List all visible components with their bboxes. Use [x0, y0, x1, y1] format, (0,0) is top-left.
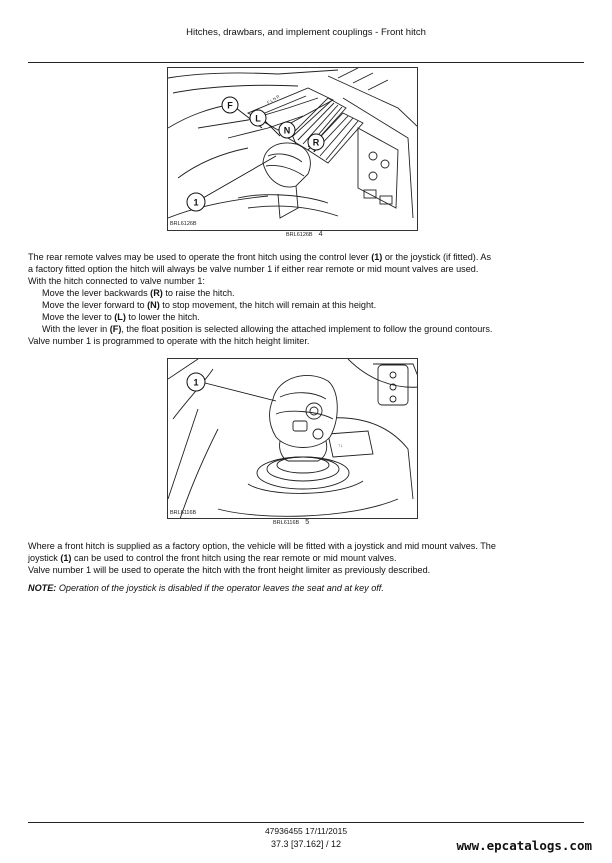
paragraph-rear-remote	[28, 251, 588, 347]
note	[28, 582, 588, 594]
paragraph-front-hitch	[28, 540, 588, 576]
figure-control-lever	[167, 67, 418, 231]
footer-doc-number: 47936455 17/11/2015	[264, 826, 348, 836]
joystick-illustration	[168, 359, 418, 519]
paragraph-line: The rear remote valves may be used to operate the front hitch using the control lever (1) or the joystick (if fitted). As	[28, 252, 491, 262]
footer-page-number: 37.3 [37.162] / 12	[270, 839, 342, 849]
svg-text:F L N R: F L N R	[266, 93, 281, 105]
callout-l: L	[255, 113, 261, 124]
instruction-raise: Move the lever backwards (R) to raise the hitch.	[42, 288, 235, 298]
callout-r: R	[312, 137, 320, 148]
figure-number: 5	[305, 519, 310, 526]
paragraph-line: Valve number 1 will be used to operate the hitch with the front height limiter as previously described.	[28, 565, 431, 575]
instruction-lower: Move the lever to (L) to lower the hitch.	[42, 312, 200, 322]
page-header-title: Hitches, drawbars, and implement couplings - Front hitch	[186, 27, 426, 38]
figure-code: BRL6126B	[170, 221, 197, 227]
callout-f: F	[227, 100, 233, 111]
figure-caption-code: BRL6116B	[273, 520, 300, 526]
paragraph-line: With the hitch connected to valve number 1:	[28, 276, 205, 286]
instruction-stop: Move the lever forward to (N) to stop movement, the hitch will remain at this height.	[42, 300, 377, 310]
figure-caption	[286, 231, 323, 238]
control-lever-illustration	[168, 68, 418, 231]
paragraph-line: a factory fitted option the hitch will always be valve number 1 if either rear remote or mid mount valves are used.	[28, 264, 479, 274]
instruction-float: With the lever in (F), the float position is selected allowing the attached implement to follow the ground contours.	[42, 324, 493, 334]
note-text: Operation of the joystick is disabled if the operator leaves the seat and at key off.	[56, 583, 384, 593]
figure-number: 4	[318, 231, 323, 238]
figure-code: BRL6116B	[170, 510, 197, 516]
paragraph-line: Valve number 1 is programmed to operate with the hitch height limiter.	[28, 336, 310, 346]
svg-text:↑↓: ↑↓	[338, 443, 343, 449]
paragraph-line: joystick (1) can be used to control the front hitch using the rear remote or mid mount valves.	[28, 553, 397, 563]
figure-caption	[273, 519, 309, 526]
footer-rule	[28, 822, 584, 823]
figure-joystick	[167, 358, 418, 519]
paragraph-line: Where a front hitch is supplied as a factory option, the vehicle will be fitted with a joystick and mid mount valves. The	[28, 541, 496, 551]
note-label: NOTE:	[28, 583, 57, 593]
callout-1: 1	[193, 197, 199, 208]
watermark-link[interactable]: www.epcatalogs.com	[456, 838, 592, 853]
callout-1: 1	[193, 377, 199, 388]
callout-n: N	[283, 125, 291, 136]
header-rule	[28, 62, 584, 63]
figure-caption-code: BRL6126B	[286, 232, 313, 238]
